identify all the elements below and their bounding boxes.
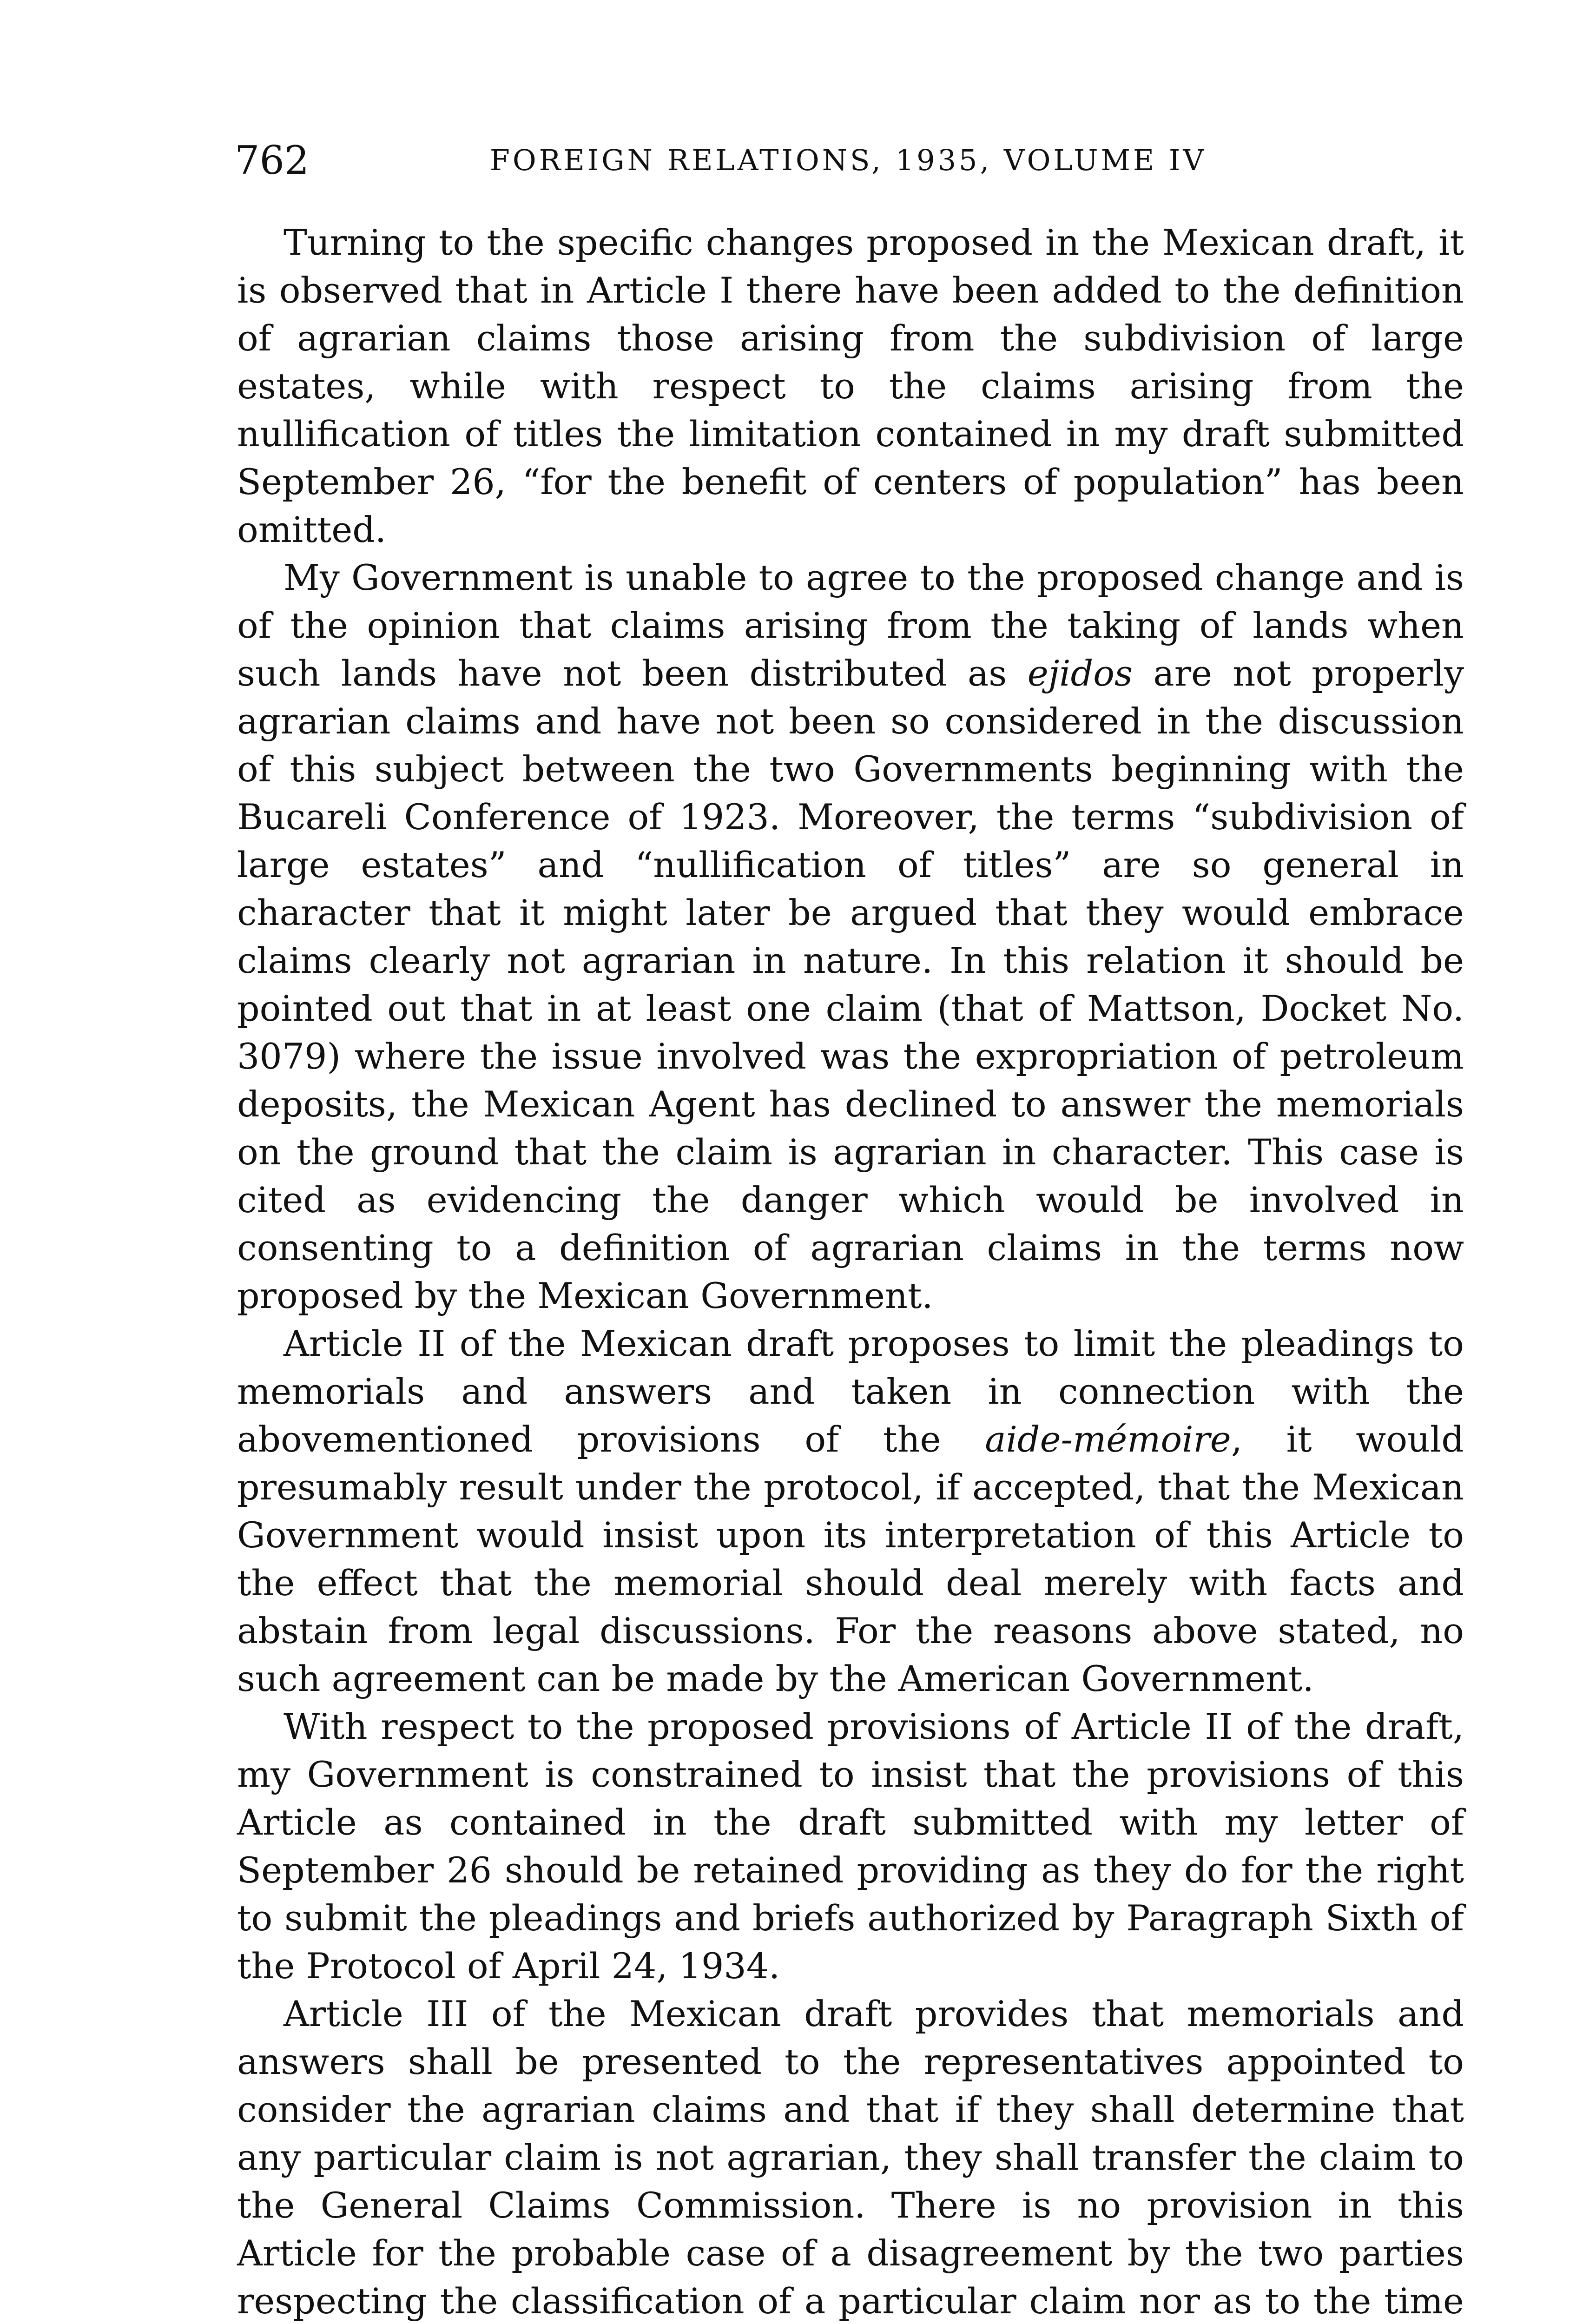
paragraph-4: With respect to the proposed provisions of Article II of the draft, my Government is constrained to insist that the provisions of this Article as contained in the draft submitted with my letter of September 26 should be retained providing as they do for the right to submit the pleadings and briefs authorized by Paragraph Sixth of the Protocol of April 24, 1934. [237,1706,1464,1987]
paragraph-1: Turning to the specific changes proposed in the Mexican draft, it is observed that in Article I there have been added to the definition of agrarian claims those arising from the subdivision of large estates, while with respect to the claims arising from the nullification of titles the limitation contained in my draft submitted September 26, “for the benefit of centers of population” has been omitted. [237,222,1464,550]
paragraph-2-italic-term: ejidos [1027,653,1133,694]
page-number: 762 [235,138,310,183]
paragraph-3-text-after: , it would presumably result under the protocol, if accepted, that the Mexican Government would insist upon its interpretation of this Article to the effect that the memorial should deal merely with facts and abstain from legal discussions. For the reasons above stated, no such agreement can be made by the American Government. [237,1419,1464,1699]
paragraph-2 [237,554,1464,1320]
running-head [235,135,1462,191]
paragraph-3-text-before: Article II of the Mexican draft proposes to limit the pleadings to memorials and answers and taken in connection with the abovementioned provisions of the [237,1323,1464,1460]
paragraph-3 [237,1320,1464,1703]
body-text [237,218,1464,2324]
paragraph-3-italic-term: aide-mémoire [985,1419,1231,1460]
paragraph-5: Article III of the Mexican draft provides that memorials and answers shall be presented to the representatives appointed to consider the agrarian claims and that if they shall determine that any particular claim is not agrarian, they shall transfer the claim to the General Claims Commission. There is no provision in this Article for the probable case of a disagreement by the two parties respecting the classification of a particular claim nor as to the time [237,1993,1464,2322]
paragraph-2-text-before: My Government is unable to agree to the proposed change and is of the opinion that claims arising from the taking of lands when such lands have not been distributed as [237,557,1464,694]
running-title: FOREIGN RELATIONS, 1935, VOLUME IV [489,143,1207,177]
paragraph-2-text-after: are not properly agrarian claims and have not been so considered in the discussion of this subject between the two Governments beginning with the Bucareli Conference of 1923. Moreover, the terms “subdivision of large estates” and “nullification of titles” are so general in character that it might later be argued that they would embrace claims clearly not agrarian in nature. In this relation it should be pointed out that in at least one claim (that of Mattson, Docket No. 3079) where the issue involved was the expropriation of petroleum deposits, the Mexican Agent has declined to answer the memorials on the ground that the claim is agrarian in character. This case is cited as evidencing the danger which would be involved in consenting to a definition of agrarian claims in the terms now proposed by the Mexican Government. [237,653,1464,1316]
